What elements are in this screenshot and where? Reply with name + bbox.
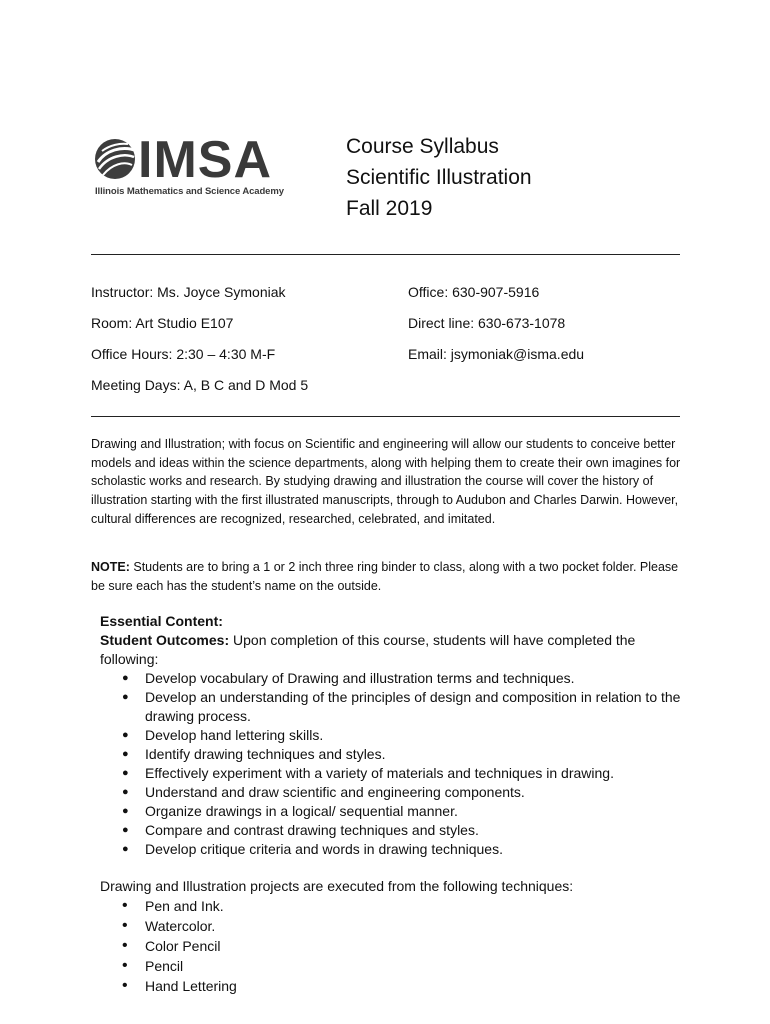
techniques-list (100, 896, 685, 996)
list-item: • Pen and Ink. (100, 896, 685, 916)
student-outcomes-label: Student Outcomes: (100, 632, 230, 648)
list-item: ● Effectively experiment with a variety of materials and techniques in drawing. (100, 764, 685, 783)
list-item: • Color Pencil (100, 936, 685, 956)
document-title (346, 131, 532, 224)
title-line-course-syllabus: Course Syllabus (346, 135, 499, 158)
logo-tagline: Illinois Mathematics and Science Academy (95, 186, 284, 197)
list-item: ● Develop hand lettering skills. (100, 726, 685, 745)
student-outcomes-list (100, 669, 685, 859)
globe-swirl-icon (94, 136, 136, 182)
student-outcomes-text: Upon completion of this course, students will have completed the following: (100, 632, 636, 667)
list-item: • Pencil (100, 956, 685, 976)
instructor-field: Instructor: Ms. Joyce Symoniak (91, 284, 286, 300)
contact-divider (91, 416, 680, 417)
supplies-note (91, 558, 683, 595)
logo-wordmark: IMSA (138, 131, 272, 189)
office-phone-field: Office: 630-907-5916 (408, 284, 540, 300)
email-field: Email: jsymoniak@isma.edu (408, 346, 585, 362)
imsa-logo (94, 131, 294, 200)
note-text: Students are to bring a 1 or 2 inch three ring binder to class, along with a two pocket folder. Please be sure each has the student’s name on the outside. (91, 560, 679, 593)
header-divider (91, 254, 680, 255)
essential-content-heading: Essential Content: (100, 613, 223, 629)
essential-content-section (100, 612, 685, 859)
course-description: Drawing and Illustration; with focus on Scientific and engineering will allow our students to conceive better models and ideas within the science departments, along with helping them to create their own imagines for scholastic works and research. By studying drawing and illustration the course will cover the history of illustration starting with the first illustrated manuscripts, through to Audubon and Charles Darwin. However, cultural differences are recognized, researched, celebrated, and imitated. (91, 437, 681, 526)
techniques-section (100, 877, 685, 996)
list-item: ● Develop an understanding of the principles of design and composition in relation to the drawing process. (100, 688, 685, 726)
list-item: ● Identify drawing techniques and styles. (100, 745, 685, 764)
student-outcomes-intro (100, 631, 685, 669)
meeting-days-field: Meeting Days: A, B C and D Mod 5 (91, 377, 309, 393)
room-field: Room: Art Studio E107 (91, 315, 234, 331)
note-label: NOTE: (91, 560, 130, 574)
list-item: ● Organize drawings in a logical/ sequential manner. (100, 802, 685, 821)
list-item: ● Develop vocabulary of Drawing and illustration terms and techniques. (100, 669, 685, 688)
list-item: • Watercolor. (100, 916, 685, 936)
title-line-term: Fall 2019 (346, 197, 433, 220)
title-line-course-name: Scientific Illustration (346, 166, 532, 189)
list-item: ● Compare and contrast drawing techniques and styles. (100, 821, 685, 840)
office-hours-field: Office Hours: 2:30 – 4:30 M-F (91, 346, 276, 362)
techniques-intro: Drawing and Illustration projects are executed from the following techniques: (100, 878, 574, 894)
list-item: ● Develop critique criteria and words in drawing techniques. (100, 840, 685, 859)
direct-line-field: Direct line: 630-673-1078 (408, 315, 566, 331)
list-item: ● Understand and draw scientific and engineering components. (100, 783, 685, 802)
list-item: • Hand Lettering (100, 976, 685, 996)
